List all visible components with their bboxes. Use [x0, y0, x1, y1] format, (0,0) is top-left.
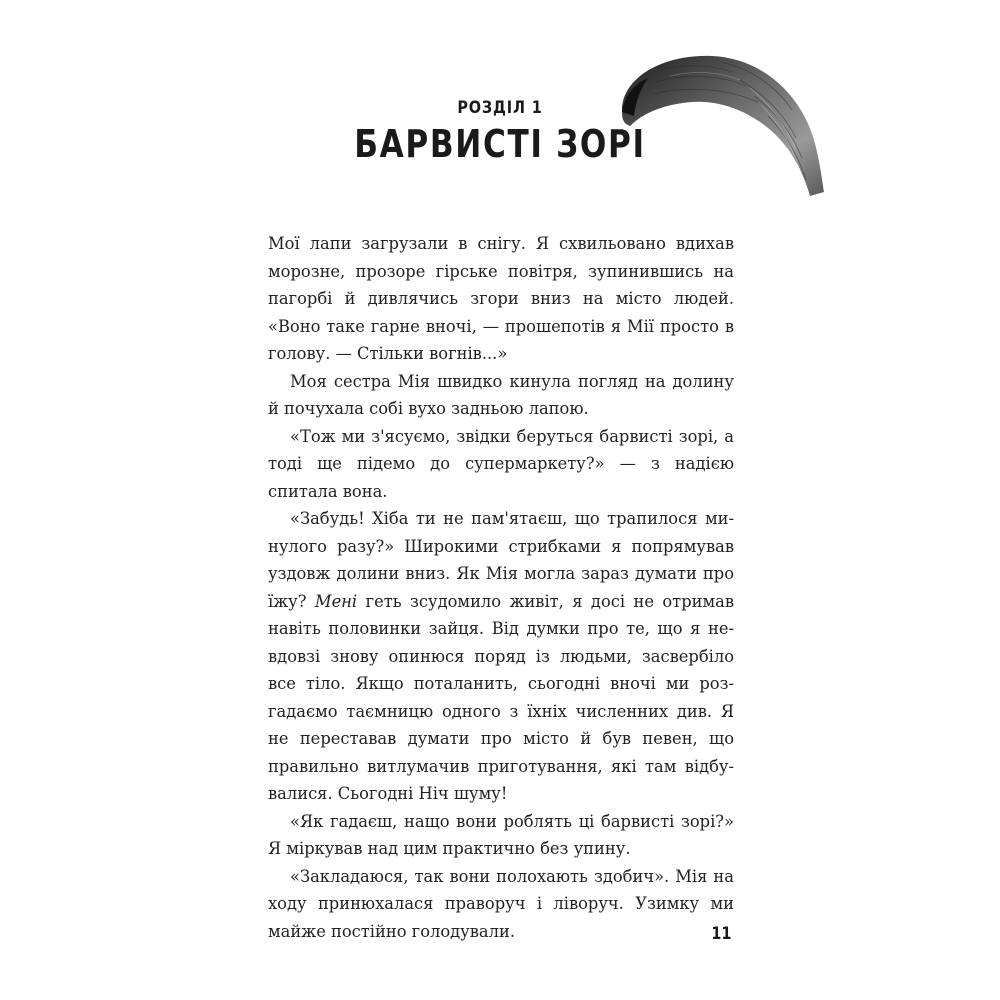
wolf-tail-icon — [600, 40, 830, 200]
paragraph: «Як гадаєш, нащо вони роблять ці барвисті зорі?» Я міркував над цим практично без упину. — [268, 811, 734, 858]
paragraph: «Тож ми з'ясуємо, звідки беруться барвисті зорі, а тоді ще підемо до супермаркету?» — з надією спитала вона. — [268, 426, 734, 501]
chapter-title: БАРВИСТІ ЗОРІ — [354, 122, 646, 166]
paragraph-text: геть зсудомило живіт, я досі не отримав навіть половинки зайця. Від думки про те, що я невдовзі знову опинюся поряд із людьми, засвербіло все тіло. Якщо поталанить, сьогодні вночі ми розгадаємо таємницю одного з їхніх численних див. Я не переставав думати про місто й був певен, що правильно витлумачив приготування, які там відбувалися. Сьогодні Ніч шуму! — [268, 591, 735, 803]
page-number: 11 — [711, 924, 732, 944]
paragraph — [268, 505, 734, 808]
paragraph-text: «Забудь! Хіба ти не пам'ятаєш, що трапилося минулого разу?» Широкими стрибками я попрямував уздовж долини вниз. Як Мія могла зараз думати про їжу? — [268, 509, 734, 611]
chapter-label: РОЗДІЛ 1 — [457, 98, 543, 118]
paragraph: «Закладаюся, так вони полохають здобич». Мія на ходу принюхалася праворуч і ліворуч. Узимку ми майже постійно голодували. — [268, 866, 734, 941]
chapter-body — [268, 230, 734, 945]
paragraph: Моя сестра Мія швидко кинула погляд на долину й почухала собі вухо задньою лапою. — [268, 371, 734, 418]
paragraph: Мої лапи загрузали в снігу. Я схвильовано вдихав морозне, прозоре гірське повітря, зупинившись на пагорбі й дивлячись згори вниз на місто людей. «Воно таке гарне вночі, — прошепотів я Мії просто в голову. — Стільки вогнів...» — [268, 234, 734, 363]
emphasized-word: Мені — [314, 591, 358, 611]
